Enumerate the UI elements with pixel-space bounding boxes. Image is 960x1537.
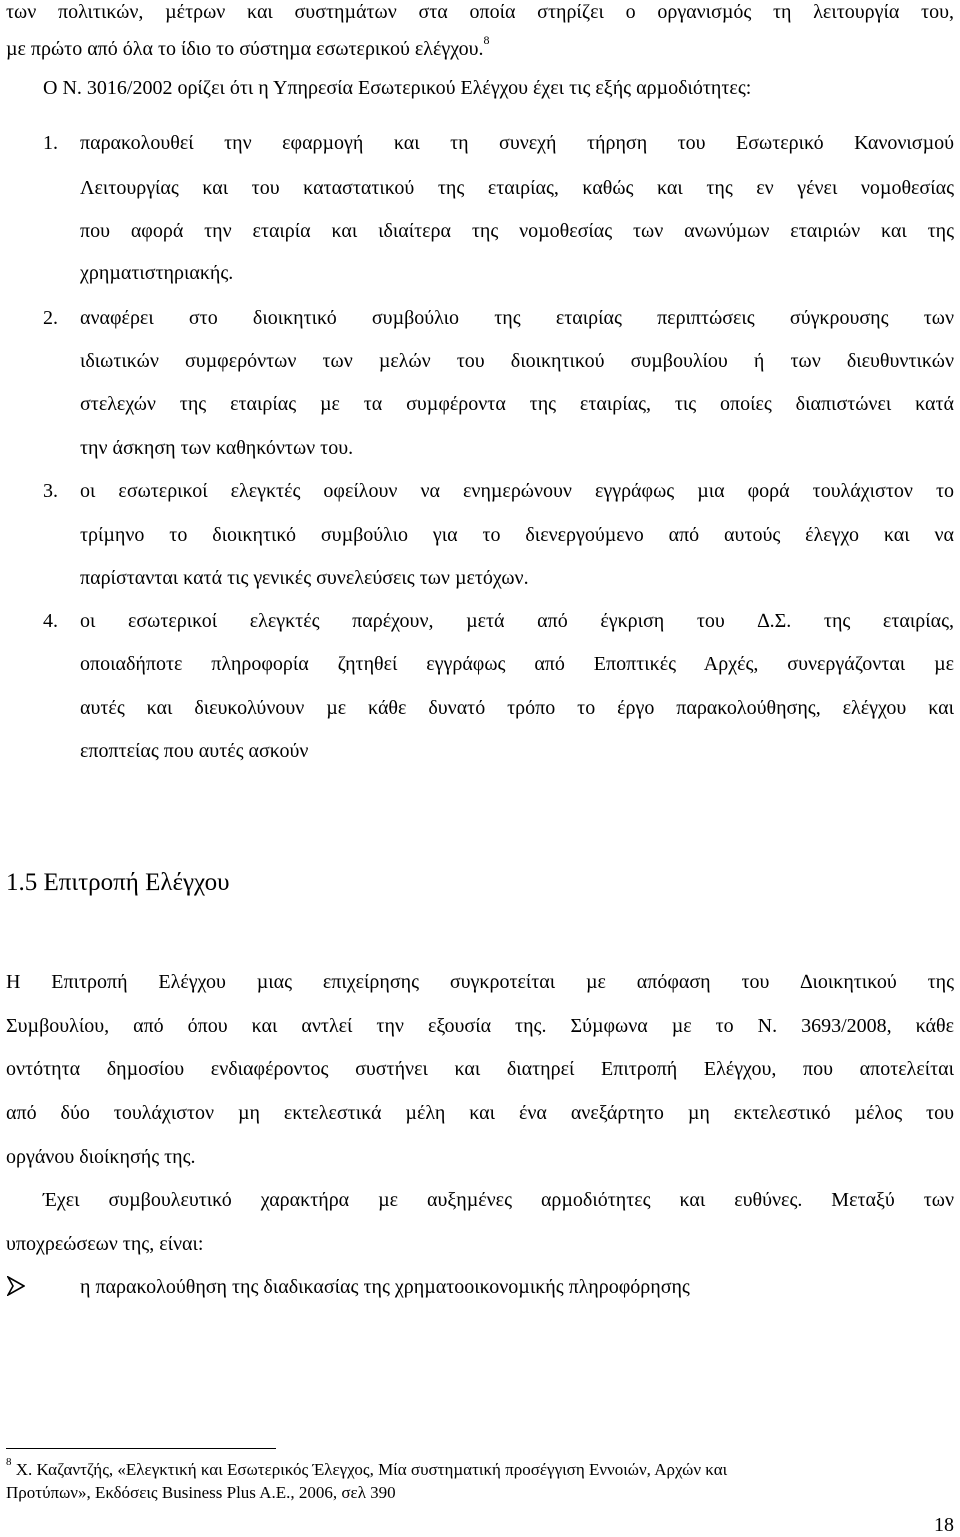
arrowhead-bullet-icon: [7, 1276, 25, 1296]
list-item-3-line-2: τρίµηνο το διοικητικό συµβούλιο για το διενεργούµενο από αυτούς έλεγχο και να: [80, 524, 954, 546]
paragraph-1-line-3: οντότητα δηµοσίου ενδιαφέροντος συστήνει και διατηρεί Επιτροπή Ελέγχου, που αποτελείται: [6, 1058, 954, 1080]
list-item-number: 3.: [43, 480, 58, 502]
intro-line-2: [6, 33, 490, 61]
list-item-3-line-3: παρίστανται κατά τις γενικές συνελεύσεις των µετόχων.: [80, 567, 529, 589]
list-item-2-line-1: αναφέρει στο διοικητικό συµβούλιο της εταιρίας περιπτώσεις σύγκρουσης των: [80, 307, 954, 329]
list-item-4-line-4: εποπτείας που αυτές ασκούν: [80, 740, 309, 762]
list-item-number: 4.: [43, 610, 58, 632]
list-item-number: 1.: [43, 132, 58, 154]
list-item-4-line-3: αυτές και διευκολύνουν µε κάθε δυνατό τρόπο το έργο παρακολούθησης, ελέγχου και: [80, 697, 954, 719]
list-item-1-line-1: παρακολουθεί την εφαρµογή και τη συνεχή τήρηση του Εσωτερικό Κανονισµού: [80, 132, 954, 154]
footnote-separator: [6, 1448, 276, 1449]
intro-line-3: Ο Ν. 3016/2002 ορίζει ότι η Υπηρεσία Εσωτερικού Ελέγχου έχει τις εξής αρµοδιότητες:: [43, 77, 752, 99]
list-item-1-line-3: που αφορά την εταιρία και ιδιαίτερα της νοµοθεσίας των ανωνύµων εταιριών και της: [80, 220, 954, 242]
list-item-2-line-3: στελεχών της εταιρίας µε τα συµφέροντα της εταιρίας, τις οποίες διαπιστώνει κατά: [80, 393, 954, 415]
paragraph-1-line-1: Η Επιτροπή Ελέγχου µιας επιχείρησης συγκροτείται µε απόφαση του ∆ιοικητικού της: [6, 971, 954, 993]
list-item-4-line-2: οποιαδήποτε πληροφορία ζητηθεί εγγράφως από Εποπτικές Αρχές, συνεργάζονται µε: [80, 653, 954, 675]
footnote-line-1-text: Χ. Καζαντζής, «Ελεγκτική και Εσωτερικός Έλεγχος, Μία συστηµατική προσέγγιση Εννοιών, Αρχών και: [15, 1460, 728, 1479]
list-item-1-line-2: Λειτουργίας και του καταστατικού της εταιρίας, καθώς και της εν γένει νοµοθεσίας: [80, 177, 954, 199]
paragraph-1-line-4: από δύο τουλάχιστον µη εκτελεστικά µέλη και ένα ανεξάρτητο µη εκτελεστικό µέλος του: [6, 1102, 954, 1124]
footnote-line-2: Προτύπων», Εκδόσεις Business Plus A.E., 2006, σελ 390: [6, 1483, 396, 1502]
bullet-item-text: η παρακολούθηση της διαδικασίας της χρηµατοοικονοµικής πληροφόρησης: [80, 1276, 690, 1298]
intro-line-1: των πολιτικών, µέτρων και συστηµάτων στα οποία στηρίζει ο οργανισµός τη λειτουργία του,: [6, 1, 954, 23]
paragraph-2-line-2: υποχρεώσεων της, είναι:: [6, 1233, 204, 1255]
page-number: 18: [934, 1514, 954, 1536]
list-item-4-line-1: οι εσωτερικοί ελεγκτές παρέχουν, µετά από έγκριση του ∆.Σ. της εταιρίας,: [80, 610, 954, 632]
footnote-number: 8: [6, 1456, 12, 1469]
section-heading: 1.5 Επιτροπή Ελέγχου: [6, 869, 230, 896]
list-item-2-line-2: ιδιωτικών συµφερόντων των µελών του διοικητικού συµβουλίου ή των διευθυντικών: [80, 350, 954, 372]
intro-line-2-text: µε πρώτο από όλα το ίδιο το σύστηµα εσωτερικού ελέγχου.: [6, 38, 484, 60]
paragraph-1-line-2: Συµβουλίου, από όπου και αντλεί την εξουσία της. Σύµφωνα µε το Ν. 3693/2008, κάθε: [6, 1015, 954, 1037]
footnote-line-1: [6, 1456, 728, 1481]
footnote-reference: 8: [483, 33, 490, 48]
list-item-number: 2.: [43, 307, 58, 329]
list-item-2-line-4: την άσκηση των καθηκόντων του.: [80, 437, 354, 459]
paragraph-2-line-1: Έχει συµβουλευτικό χαρακτήρα µε αυξηµένες αρµοδιότητες και ευθύνες. Μεταξύ των: [43, 1189, 954, 1211]
list-item-1-line-4: χρηµατιστηριακής.: [80, 262, 234, 284]
list-item-3-line-1: οι εσωτερικοί ελεγκτές οφείλουν να ενηµερώνουν εγγράφως µια φορά τουλάχιστον το: [80, 480, 954, 502]
paragraph-1-line-5: οργάνου διοίκησής της.: [6, 1146, 196, 1168]
